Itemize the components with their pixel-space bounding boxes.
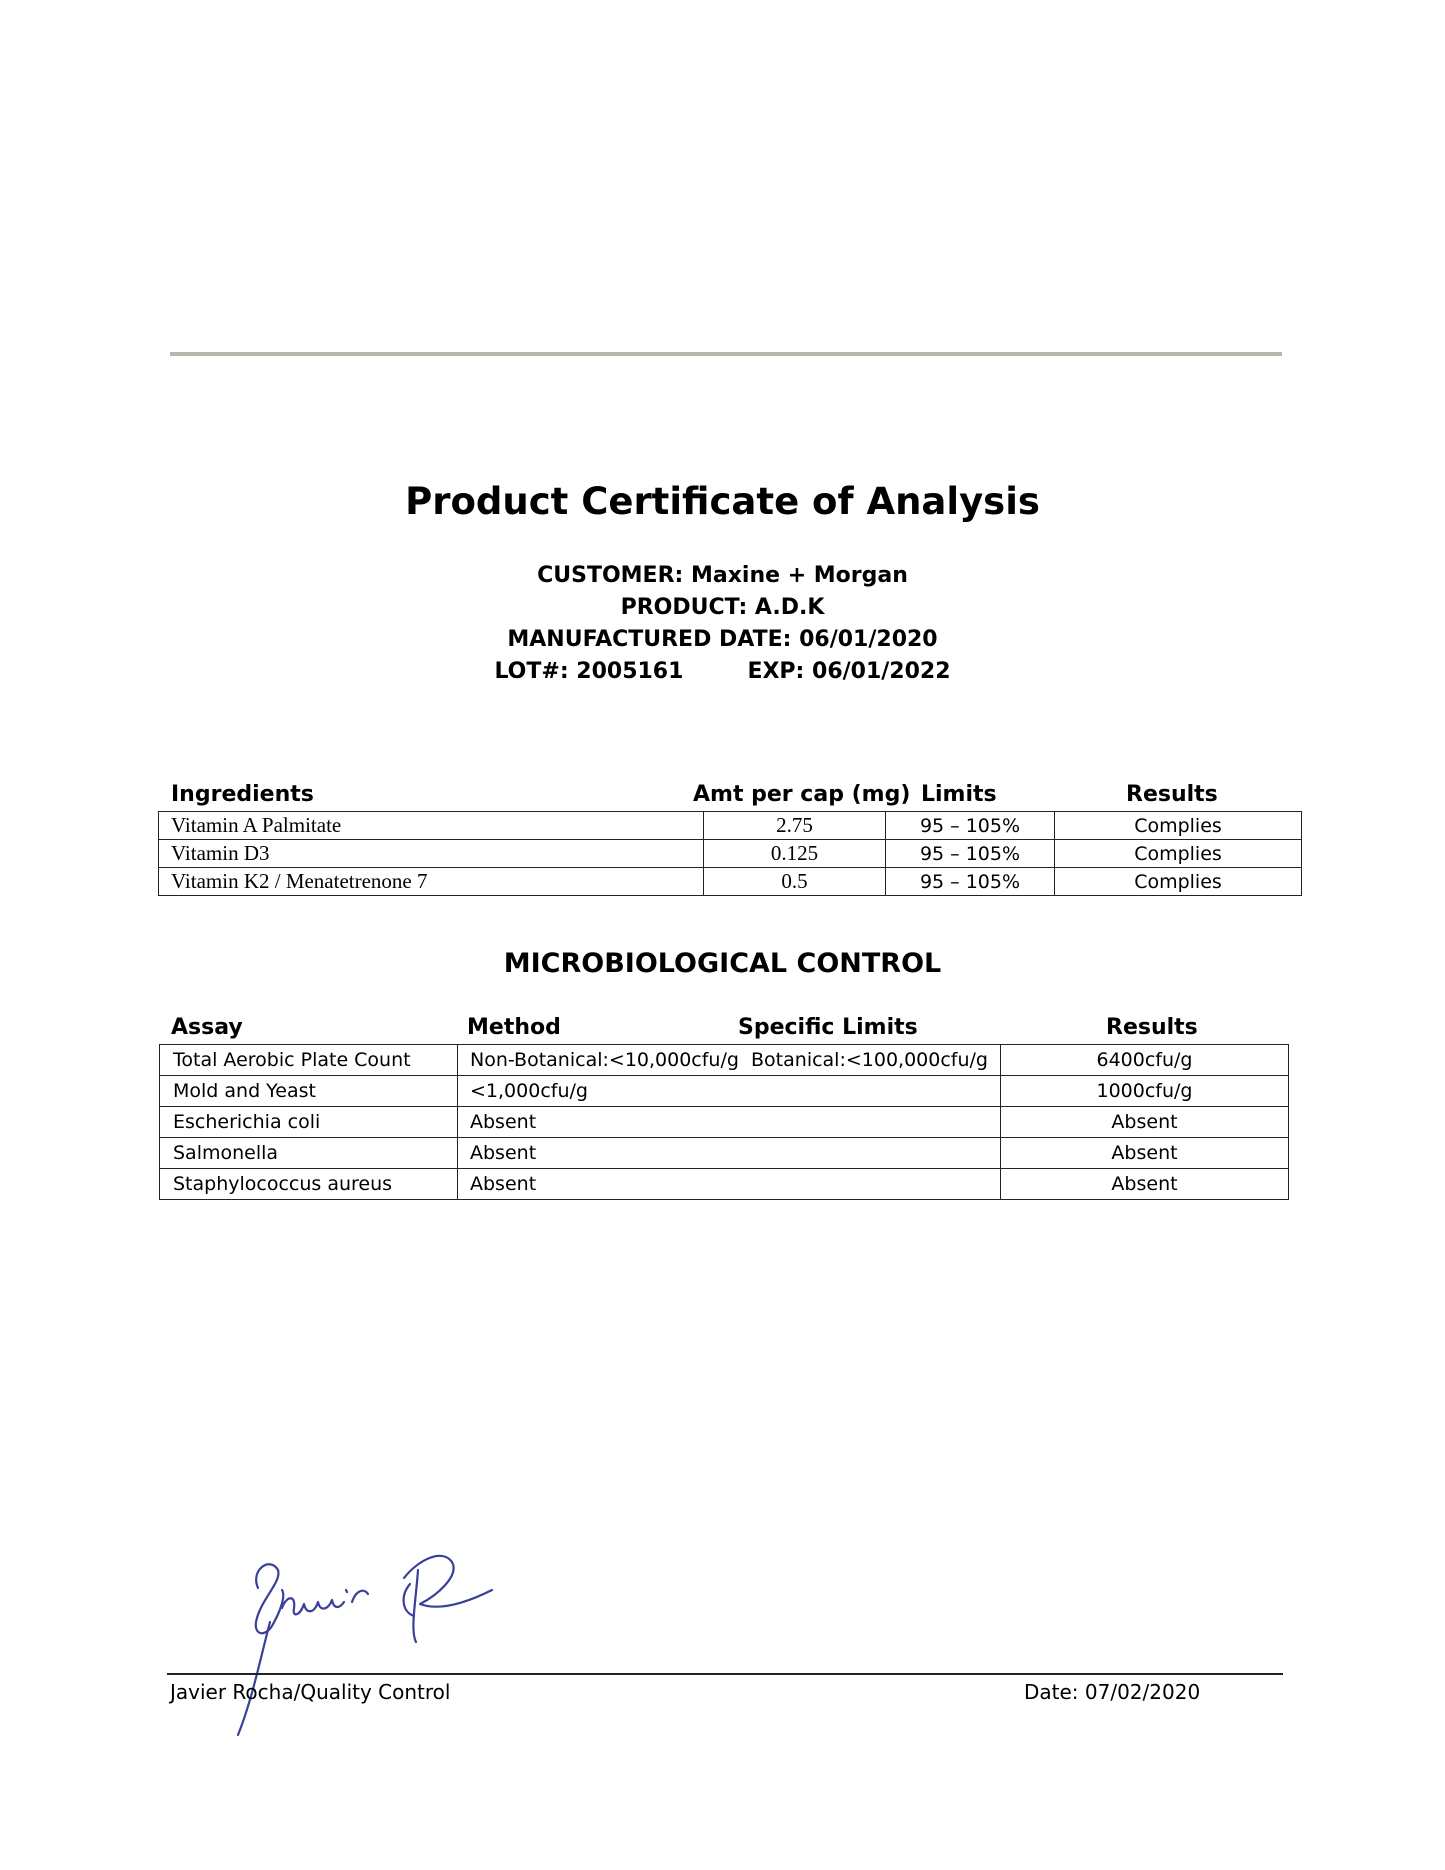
assay-header: Assay [171,1015,243,1040]
micro-section-title: MICROBIOLOGICAL CONTROL [503,948,942,979]
document-title: Product Certificate of Analysis [405,480,1040,523]
ingredient-amount: 0.5 [704,868,886,896]
ingredients-table [158,811,1302,896]
ingredient-limits: 95 – 105% [886,840,1055,868]
signer-name: Javier Rocha/Quality Control [170,1680,451,1704]
assay-result: 6400cfu/g [1001,1045,1289,1076]
ingredient-result: Complies [1055,840,1302,868]
expiry-date: EXP: 06/01/2022 [747,659,951,684]
ingredient-amount: 0.125 [704,840,886,868]
lot-exp-line [0,656,1445,688]
table-row [159,812,1302,840]
assay-method: Absent [458,1138,1001,1169]
table-row [160,1076,1289,1107]
assay-name: Mold and Yeast [160,1076,458,1107]
ingredient-limits: 95 – 105% [886,812,1055,840]
table-row [159,868,1302,896]
table-row [160,1107,1289,1138]
micro-results-header: Results [1106,1015,1198,1040]
microbiological-table [159,1044,1289,1200]
ingredient-amount: 2.75 [704,812,886,840]
ingredient-limits: 95 – 105% [886,868,1055,896]
customer-line: CUSTOMER: Maxine + Morgan [537,563,908,588]
assay-name: Escherichia coli [160,1107,458,1138]
assay-method: Absent [458,1107,1001,1138]
header-rule [170,352,1282,356]
signature-line [167,1673,1283,1675]
table-row [160,1169,1289,1200]
table-row [159,840,1302,868]
specific-limits-header: Specific Limits [738,1015,918,1040]
ingredient-name: Vitamin D3 [159,840,704,868]
assay-result: Absent [1001,1169,1289,1200]
handwritten-signature [230,1530,530,1750]
ingredient-result: Complies [1055,812,1302,840]
assay-method: <1,000cfu/g [458,1076,1001,1107]
table-row [160,1045,1289,1076]
assay-name: Salmonella [160,1138,458,1169]
manufactured-date-line: MANUFACTURED DATE: 06/01/2020 [507,627,938,652]
assay-result: Absent [1001,1138,1289,1169]
product-info-block [0,560,1445,688]
assay-name: Total Aerobic Plate Count [160,1045,458,1076]
table-row [160,1138,1289,1169]
assay-name: Staphylococcus aureus [160,1169,458,1200]
ingredient-result: Complies [1055,868,1302,896]
product-line: PRODUCT: A.D.K [620,595,825,620]
amount-header: Amt per cap (mg) [693,782,911,807]
results-header: Results [1126,782,1218,807]
assay-result: Absent [1001,1107,1289,1138]
lot-number: LOT#: 2005161 [494,659,684,684]
ingredient-name: Vitamin K2 / Menatetrenone 7 [159,868,704,896]
limits-header: Limits [921,782,997,807]
assay-method: Absent [458,1169,1001,1200]
assay-method: Non-Botanical:<10,000cfu/g Botanical:<100,000cfu/g [458,1045,1001,1076]
ingredient-name: Vitamin A Palmitate [159,812,704,840]
ingredients-header: Ingredients [171,782,314,807]
method-header: Method [467,1015,561,1040]
signoff-date: Date: 07/02/2020 [1024,1680,1201,1704]
assay-result: 1000cfu/g [1001,1076,1289,1107]
